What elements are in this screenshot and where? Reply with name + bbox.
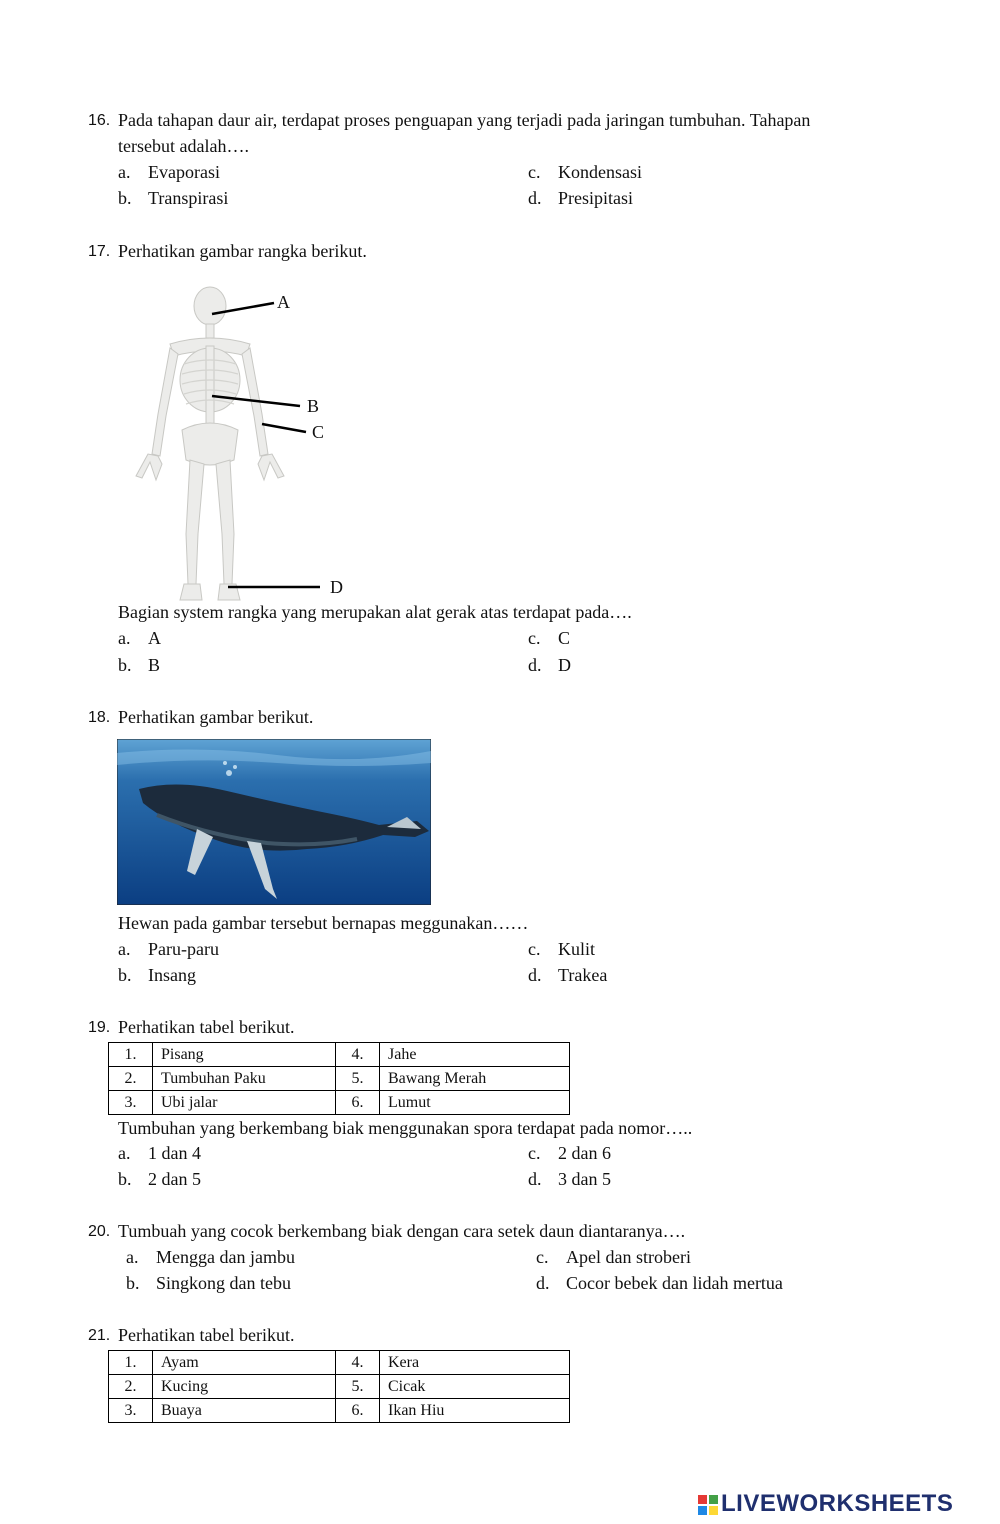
table-cell: Jahe: [380, 1043, 570, 1067]
q20-option-c: c. Apel dan stroberi: [536, 1247, 691, 1267]
q18-option-b: b. Insang: [118, 965, 196, 985]
question-16-text-line2: tersebut adalah….: [118, 136, 249, 156]
table-cell: Buaya: [153, 1399, 336, 1423]
table-cell: Ayam: [153, 1351, 336, 1375]
whale-photo: [117, 739, 431, 905]
question-19-number: 19.: [88, 1019, 111, 1036]
q18-option-c: c. Kulit: [528, 939, 596, 959]
table-row: [109, 1067, 570, 1091]
table-cell: 4.: [336, 1351, 380, 1375]
question-17-intro: Perhatikan gambar rangka berikut.: [118, 241, 367, 261]
table-cell: Tumbuhan Paku: [153, 1067, 336, 1091]
q16-option-d: d. Presipitasi: [528, 188, 633, 208]
question-18-number: 18.: [88, 709, 111, 726]
table-cell: 3.: [109, 1399, 153, 1423]
question-21-number: 21.: [88, 1327, 111, 1344]
skeleton-label-a: A: [277, 292, 290, 312]
table-cell: 5.: [336, 1375, 380, 1399]
question-18-text: Hewan pada gambar tersebut bernapas meggunakan……: [118, 913, 529, 933]
q16-option-a: a. Evaporasi: [118, 162, 220, 182]
table-cell: 4.: [336, 1043, 380, 1067]
table-cell: 6.: [336, 1091, 380, 1115]
question-20-text: Tumbuah yang cocok berkembang biak dengan cara setek daun diantaranya….: [118, 1221, 686, 1241]
q18-option-a: a. Paru-paru: [118, 939, 219, 959]
table-cell: 3.: [109, 1091, 153, 1115]
q20-option-b: b. Singkong dan tebu: [126, 1273, 291, 1293]
question-19-text: Tumbuhan yang berkembang biak menggunakan spora terdapat pada nomor…..: [118, 1118, 693, 1138]
table-row: [109, 1375, 570, 1399]
table-cell: 1.: [109, 1043, 153, 1067]
question-21-intro: Perhatikan tabel berikut.: [118, 1325, 295, 1345]
skeleton-label-d: D: [330, 577, 343, 597]
q16-option-b: b. Transpirasi: [118, 188, 229, 208]
table-cell: 5.: [336, 1067, 380, 1091]
table-cell: Cicak: [380, 1375, 570, 1399]
table-cell: Kucing: [153, 1375, 336, 1399]
q20-option-d: d. Cocor bebek dan lidah mertua: [536, 1273, 783, 1293]
table-cell: Kera: [380, 1351, 570, 1375]
table-cell: Lumut: [380, 1091, 570, 1115]
q19-option-c: c. 2 dan 6: [528, 1143, 611, 1163]
q18-option-d: d. Trakea: [528, 965, 608, 985]
liveworksheets-logo-text: LIVEWORKSHEETS: [721, 1490, 954, 1517]
q17-option-b: b. B: [118, 655, 161, 675]
q17-option-d: d. D: [528, 655, 571, 675]
question-20-number: 20.: [88, 1223, 111, 1240]
animal-table: [108, 1350, 570, 1423]
table-cell: 2.: [109, 1375, 153, 1399]
q19-option-a: a. 1 dan 4: [118, 1143, 201, 1163]
table-row: [109, 1351, 570, 1375]
table-cell: 1.: [109, 1351, 153, 1375]
question-17-text: Bagian system rangka yang merupakan alat gerak atas terdapat pada….: [118, 602, 632, 622]
question-16-number: 16.: [88, 112, 111, 129]
table-row: [109, 1043, 570, 1067]
skeleton-label-c: C: [312, 422, 325, 442]
skeleton-label-b: B: [307, 396, 320, 416]
table-cell: 2.: [109, 1067, 153, 1091]
table-cell: 6.: [336, 1399, 380, 1423]
question-16-text-line1: Pada tahapan daur air, terdapat proses penguapan yang terjadi pada jaringan tumbuhan. Tahapan: [118, 110, 811, 130]
question-19-intro: Perhatikan tabel berikut.: [118, 1017, 295, 1037]
q19-option-b: b. 2 dan 5: [118, 1169, 201, 1189]
q16-option-c: c. Kondensasi: [528, 162, 642, 182]
q20-option-a: a. Mengga dan jambu: [126, 1247, 295, 1267]
skeleton-illustration: [128, 284, 358, 608]
table-cell: Ikan Hiu: [380, 1399, 570, 1423]
question-17-number: 17.: [88, 243, 111, 260]
question-18-intro: Perhatikan gambar berikut.: [118, 707, 314, 727]
liveworksheets-logo-icon: [698, 1495, 718, 1515]
table-cell: Ubi jalar: [153, 1091, 336, 1115]
q17-option-c: c. C: [528, 628, 571, 648]
table-cell: Bawang Merah: [380, 1067, 570, 1091]
table-row: [109, 1399, 570, 1423]
table-row: [109, 1091, 570, 1115]
liveworksheets-logo: [698, 1490, 953, 1518]
q19-option-d: d. 3 dan 5: [528, 1169, 611, 1189]
table-cell: Pisang: [153, 1043, 336, 1067]
q17-option-a: a. A: [118, 628, 161, 648]
plant-table: [108, 1042, 570, 1115]
